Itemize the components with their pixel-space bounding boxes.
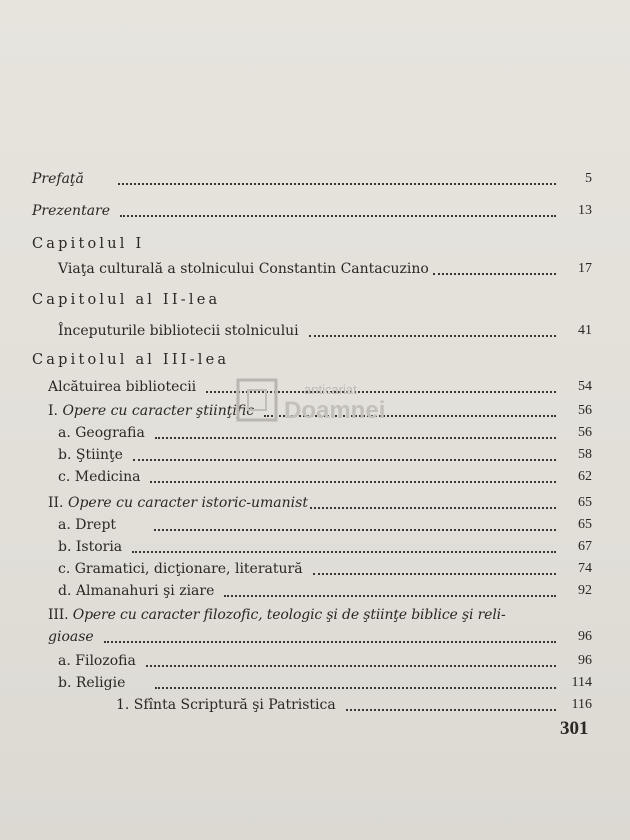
dot-leader — [346, 697, 556, 711]
section-title: Opere cu caracter filozofic, teologic şi de ştiinţe biblice şi reli- — [72, 607, 506, 623]
dot-leader — [264, 403, 556, 417]
toc-entry-page: 56 — [578, 425, 592, 440]
toc-entry-page: 54 — [578, 379, 592, 394]
toc-entry-label: Începuturile bibliotecii stolnicului — [58, 323, 299, 339]
toc-entry-page: 74 — [578, 561, 592, 576]
toc-entry-label: Alcătuirea bibliotecii — [48, 379, 197, 395]
toc-section-3-line1 — [48, 602, 592, 624]
toc-entry-prezentare — [32, 198, 592, 220]
toc-section-2 — [48, 490, 592, 512]
section-title: Opere cu caracter ştiinţific — [62, 403, 255, 419]
toc-entry-label: a. Drept — [58, 517, 117, 533]
dot-leader — [120, 203, 556, 217]
dot-leader — [132, 539, 556, 553]
toc-section-1 — [48, 398, 592, 420]
toc-subentry — [58, 556, 592, 578]
toc-subentry — [58, 442, 592, 464]
section-number: III. — [48, 607, 69, 623]
toc-subentry — [58, 534, 592, 556]
toc-entry-page: 65 — [578, 495, 592, 510]
dot-leader — [309, 323, 556, 337]
toc-entry-page: 114 — [571, 675, 592, 690]
toc-entry-label: Prezentare — [32, 203, 111, 219]
toc-entry-page: 62 — [578, 469, 592, 484]
toc-entry-label: b. Istoria — [58, 539, 123, 555]
section-title-continued: gioase — [48, 629, 94, 645]
toc-entry-page: 56 — [578, 403, 592, 418]
toc-subentry — [58, 648, 592, 670]
toc-entry-label: b. Religie — [58, 675, 126, 691]
dot-leader — [154, 517, 556, 531]
dot-leader — [206, 379, 556, 393]
toc-entry-page: 58 — [578, 447, 592, 462]
dot-leader — [155, 675, 556, 689]
chapter-heading-3: Capitolul al III-lea — [32, 352, 230, 368]
toc-entry-label: Viaţa culturală a stolnicului Constantin Cantacuzino — [58, 261, 429, 277]
toc-section-3-line2 — [48, 624, 592, 646]
toc-entry-label: a. Geografia — [58, 425, 145, 441]
toc-entry-label: c. Medicina — [58, 469, 141, 485]
toc-entry-label: b. Ştiinţe — [58, 447, 123, 463]
toc-subentry — [58, 670, 592, 692]
section-title: Opere cu caracter istoric-umanist — [67, 495, 308, 511]
toc-entry-label: a. Filozofia — [58, 653, 136, 669]
toc-subentry — [58, 420, 592, 442]
toc-entry-label: 1. Sfînta Scriptură şi Patristica — [116, 697, 336, 713]
section-number: II. — [48, 495, 64, 511]
toc-entry-label: d. Almanahuri şi ziare — [58, 583, 215, 599]
toc-section-label — [48, 606, 506, 624]
toc-entry-page: 96 — [578, 629, 592, 644]
toc-subsubentry — [116, 692, 592, 714]
chapter-heading-1: Capitolul I — [32, 236, 145, 252]
toc-entry-alcatuirea — [48, 374, 592, 396]
toc-entry-label: c. Gramatici, dicţionare, literatură — [58, 561, 303, 577]
dot-leader — [118, 171, 556, 185]
toc-entry-page: 41 — [578, 323, 592, 338]
toc-entry-cap2 — [58, 318, 592, 340]
page-number: 301 — [560, 718, 589, 739]
toc-entry-page: 65 — [578, 517, 592, 532]
toc-entry-page: 17 — [578, 261, 592, 276]
toc-section-label — [48, 494, 310, 512]
watermark-text-2: Doamnei — [284, 397, 386, 424]
toc-entry-label: Prefaţă — [32, 171, 84, 187]
dot-leader — [433, 261, 556, 275]
dot-leader — [146, 653, 556, 667]
dot-leader — [133, 447, 556, 461]
dot-leader — [313, 561, 556, 575]
dot-leader — [150, 469, 556, 483]
watermark-text-1: anticariat — [304, 382, 357, 397]
toc-entry-page: 92 — [578, 583, 592, 598]
toc-entry-cap1 — [58, 256, 592, 278]
dot-leader — [104, 629, 556, 643]
toc-subentry — [58, 464, 592, 486]
toc-entry-page: 96 — [578, 653, 592, 668]
chapter-heading-2: Capitolul al II-lea — [32, 292, 221, 308]
toc-subentry — [58, 512, 592, 534]
dot-leader — [224, 583, 556, 597]
dot-leader — [155, 425, 556, 439]
toc-entry-page: 67 — [578, 539, 592, 554]
section-number: I. — [48, 403, 58, 419]
toc-entry-page: 116 — [571, 697, 592, 712]
toc-subentry — [58, 578, 592, 600]
toc-entry-page: 13 — [578, 203, 592, 218]
toc-section-label — [48, 402, 264, 420]
toc-entry-prefata — [32, 166, 592, 188]
dot-leader — [310, 495, 556, 509]
toc-entry-page: 5 — [585, 171, 592, 186]
